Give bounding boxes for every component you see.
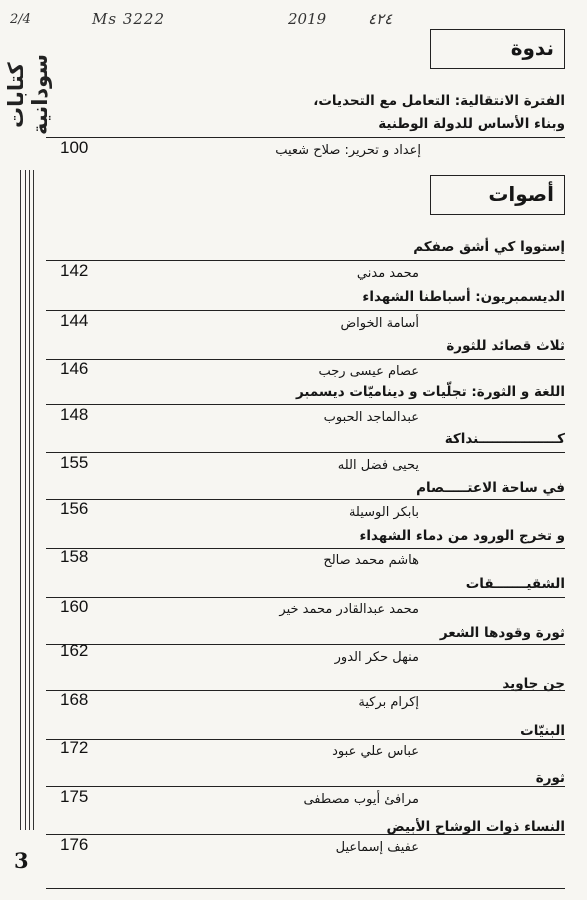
journal-spine — [0, 30, 52, 160]
toc-entry-author: محمد عبدالقادر محمد خير — [279, 602, 419, 617]
journal-title: كتابات سودانية — [4, 54, 52, 136]
divider — [46, 644, 565, 645]
divider — [46, 452, 565, 453]
toc-entry-title: ثورة — [535, 770, 565, 786]
toc-entry-page: 148 — [60, 405, 89, 424]
nadwa-credit: إعداد و تحرير: صلاح شعيب — [275, 143, 421, 158]
divider — [46, 690, 565, 691]
toc-entry-author: عفيف إسماعيل — [335, 840, 419, 855]
toc-entry-author: إكرام بركية — [358, 695, 419, 710]
toc-entry-page: 142 — [60, 261, 89, 280]
nadwa-title-line-1: الفترة الانتقالية: التعامل مع التحديات، — [313, 93, 565, 109]
toc-entry-title: إستووا كي أشق صفكم — [413, 239, 565, 255]
annotation-manuscript-number: Ms 3222 — [92, 10, 165, 28]
spine-rule — [29, 170, 30, 830]
toc-entry-author: بابكر الوسيلة — [348, 505, 419, 520]
divider — [46, 834, 565, 835]
toc-entry-page: 156 — [60, 499, 89, 518]
toc-entry-page: 158 — [60, 547, 89, 566]
nadwa-page: 100 — [60, 138, 89, 157]
divider — [46, 260, 565, 261]
toc-entry-title: البنيّات — [520, 723, 565, 739]
divider — [46, 404, 565, 405]
toc-entry-title: اللغة و الثورة: تجلّيات و ديناميّات ديسمبر — [295, 384, 565, 400]
divider — [46, 739, 565, 740]
toc-entry-page: 144 — [60, 311, 89, 330]
divider — [46, 137, 565, 138]
toc-entry-author: عصام عيسى رجب — [318, 364, 419, 379]
toc-entry-title: الديسمبريون: أسباطنا الشهداء — [362, 289, 565, 305]
toc-entry-author: منهل حكر الدور — [334, 650, 419, 665]
toc-entry-page: 155 — [60, 453, 89, 472]
toc-entry-author: مرافئ أيوب مصطفى — [303, 792, 419, 807]
annotation-fraction: 2/4 — [10, 12, 31, 27]
handwritten-annotations — [0, 4, 420, 30]
toc-entry-title: الشقيـــــــقات — [465, 576, 565, 592]
toc-entry-author: يحيى فضل الله — [337, 458, 419, 473]
toc-entry-title: ثلاث قصائد للثورة — [446, 338, 565, 354]
toc-entry-title: جن جاويد — [502, 676, 565, 692]
toc-entry-page: 162 — [60, 641, 89, 660]
toc-entry-page: 146 — [60, 359, 89, 378]
annotation-year: 2019 — [288, 10, 327, 28]
toc-entry-page: 168 — [60, 690, 89, 709]
section-heading-aswat: أصوات — [430, 175, 565, 215]
page-number: 3 — [14, 848, 29, 873]
nadwa-title-line-2: وبناء الأساس للدولة الوطنية — [378, 116, 565, 132]
bottom-divider — [46, 888, 565, 889]
toc-entry-title: النساء ذوات الوشاح الأبيض — [386, 819, 565, 835]
spine-rule — [25, 170, 26, 830]
toc-entry-page: 160 — [60, 597, 89, 616]
toc-entry-author: محمد مدني — [356, 266, 419, 281]
divider — [46, 499, 565, 500]
divider — [46, 786, 565, 787]
annotation-arabic-number: ٤٢٤ — [368, 10, 393, 28]
toc-entry-author: هاشم محمد صالح — [323, 553, 419, 568]
spine-rule — [33, 170, 34, 830]
toc-entry-page: 175 — [60, 787, 89, 806]
divider — [46, 310, 565, 311]
toc-entry-title: ثورة وقودها الشعر — [439, 625, 565, 641]
toc-entry-page: 176 — [60, 835, 89, 854]
toc-entry-page: 172 — [60, 738, 89, 757]
toc-entry-author: عبدالماجد الحبوب — [323, 410, 419, 425]
divider — [46, 359, 565, 360]
toc-entry-title: في ساحة الاعتـــــصام — [416, 480, 565, 496]
toc-entry-title: كـــــــــــــــــنداكة — [444, 431, 565, 447]
divider — [46, 548, 565, 549]
section-heading-nadwa: ندوة — [430, 29, 565, 69]
toc-entry-title: و تخرج الورود من دماء الشهداء — [359, 528, 565, 544]
divider — [46, 597, 565, 598]
toc-entry-author: أسامة الخواض — [340, 316, 419, 331]
spine-rule — [20, 170, 21, 830]
toc-entry-author: عباس علي عبود — [332, 744, 419, 759]
